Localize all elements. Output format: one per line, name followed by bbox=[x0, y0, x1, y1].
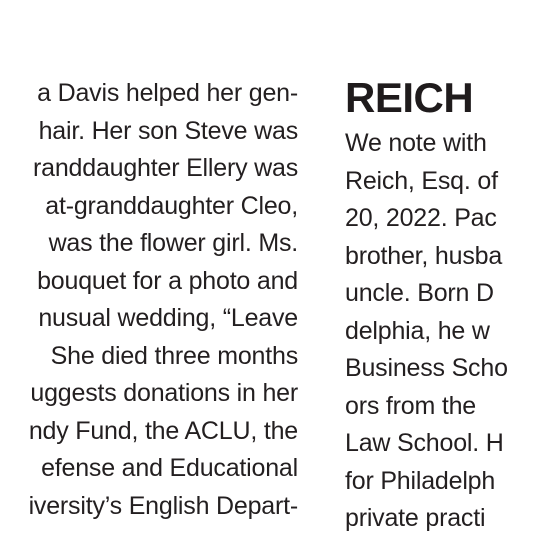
left-text-line: bouquet for a photo and bbox=[37, 267, 298, 295]
left-text-line: nusual wedding, “Leave bbox=[38, 304, 298, 332]
right-text-line: for Philadelph bbox=[345, 467, 496, 495]
left-text-line: She died three months bbox=[50, 342, 298, 370]
left-text-line: efense and Educational bbox=[41, 454, 298, 482]
left-text-line: randdaughter Ellery was bbox=[33, 154, 298, 182]
right-text-line: ors from the bbox=[345, 392, 476, 420]
obituary-headline: REICH bbox=[345, 74, 474, 121]
right-text-line: Reich, Esq. of bbox=[345, 167, 498, 195]
right-text-line: We note with bbox=[345, 129, 487, 157]
left-text-line: hair. Her son Steve was bbox=[38, 117, 298, 145]
left-text-line: at-granddaughter Cleo, bbox=[45, 192, 298, 220]
right-text-line: Law School. H bbox=[345, 429, 504, 457]
left-text-line: was the flower girl. Ms. bbox=[48, 229, 298, 257]
right-text-line: Business Scho bbox=[345, 354, 508, 382]
right-text-line: brother, husba bbox=[345, 242, 503, 270]
right-text-line: private practi bbox=[345, 504, 486, 532]
left-text-line: iversity’s English Depart- bbox=[28, 492, 298, 520]
right-text-line: delphia, he w bbox=[345, 317, 490, 345]
right-text-line: uncle. Born D bbox=[345, 279, 494, 307]
left-text-line: a Davis helped her gen- bbox=[37, 79, 298, 107]
right-column bbox=[345, 0, 545, 532]
right-text-line: 20, 2022. Pac bbox=[345, 204, 497, 232]
left-text-line: uggests donations in her bbox=[30, 379, 298, 407]
left-text-line: ndy Fund, the ACLU, the bbox=[28, 417, 298, 445]
